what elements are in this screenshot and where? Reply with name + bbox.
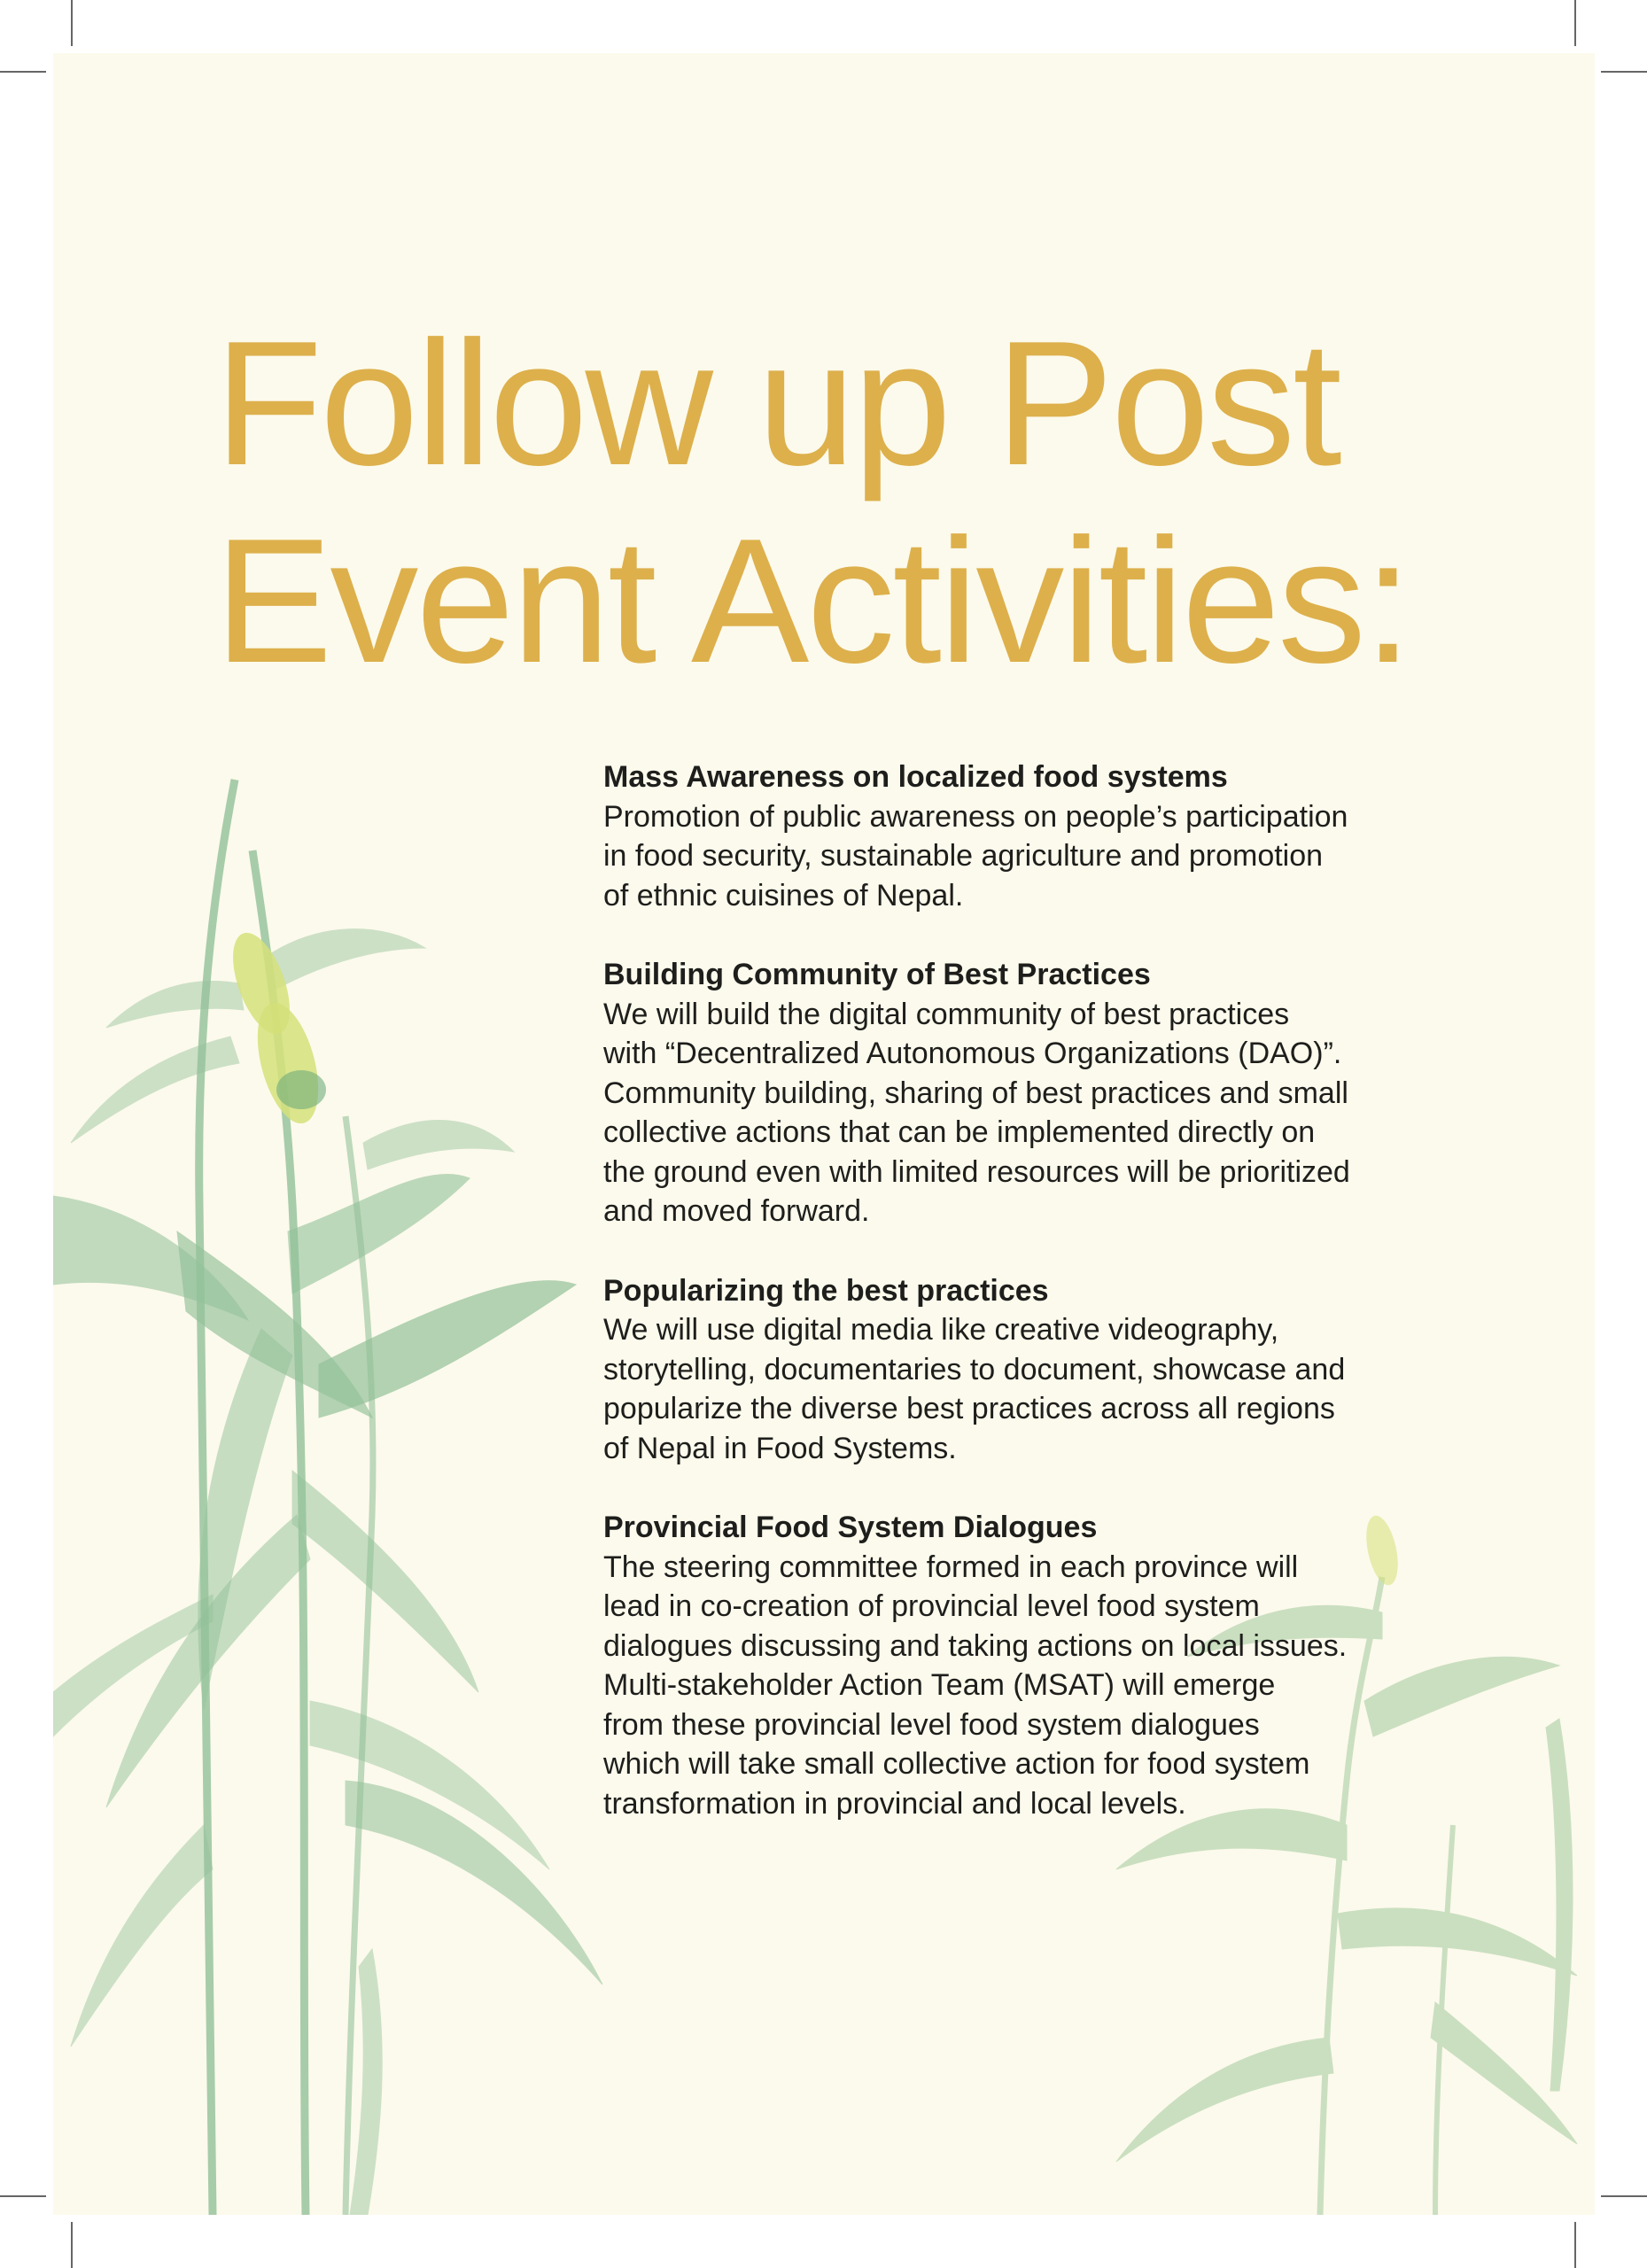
body-line: storytelling, documentaries to document, showcase and [603, 1352, 1346, 1386]
body-line: in food security, sustainable agriculture and promotion [603, 839, 1324, 873]
page-title-line: Follow up Post [214, 305, 1340, 502]
body-line: transformation in provincial and local levels. [603, 1786, 1186, 1821]
body-line: and moved forward. [603, 1194, 870, 1228]
section-body [603, 1310, 1489, 1468]
crop-mark [71, 2222, 73, 2268]
body-line: the ground even with limited resources will be prioritized [603, 1154, 1350, 1189]
body-line: which will take small collective action for food system [603, 1747, 1310, 1781]
body-line: Community building, sharing of best practices and small [603, 1076, 1348, 1110]
page-title-line: Event Activities: [214, 502, 1410, 700]
section-heading: Popularizing the best practices [603, 1273, 1049, 1308]
body-line: The steering committee formed in each province will [603, 1550, 1299, 1584]
body-line: We will use digital media like creative videography, [603, 1313, 1279, 1347]
section-provincial-dialogues [603, 1508, 1489, 1823]
section-body [603, 995, 1489, 1231]
section-heading: Provincial Food System Dialogues [603, 1511, 1098, 1544]
crop-mark [1601, 2195, 1647, 2197]
body-line: from these provincial level food system dialogues [603, 1707, 1260, 1742]
crop-mark [71, 0, 73, 46]
body-line: dialogues discussing and taking actions on local issues. [603, 1628, 1348, 1663]
crop-mark [1601, 71, 1647, 73]
body-line: of ethnic cuisines of Nepal. [603, 878, 964, 913]
section-body [603, 1548, 1489, 1824]
page-title [214, 305, 1543, 700]
crop-mark [0, 2195, 46, 2197]
body-line: Promotion of public awareness on people’s participation [603, 799, 1348, 834]
crop-mark [1574, 0, 1576, 46]
body-line: collective actions that can be implemented directly on [603, 1115, 1316, 1149]
body-line: popularize the diverse best practices across all regions [603, 1392, 1335, 1425]
section-heading: Building Community of Best Practices [603, 958, 1151, 991]
section-heading: Mass Awareness on localized food systems [603, 760, 1228, 794]
body-line: We will build the digital community of best practices [603, 997, 1290, 1031]
section-mass-awareness [603, 757, 1489, 915]
activities-list [603, 757, 1489, 1863]
section-popularizing [603, 1271, 1489, 1469]
crop-mark [0, 71, 46, 73]
crop-mark [1574, 2222, 1576, 2268]
body-line: Multi-stakeholder Action Team (MSAT) will emerge [603, 1668, 1276, 1702]
body-line: lead in co-creation of provincial level food system [603, 1589, 1260, 1623]
document-page [53, 53, 1595, 2215]
section-community-best-practices [603, 955, 1489, 1231]
section-body [603, 797, 1489, 916]
body-line: with “Decentralized Autonomous Organizations (DAO)”. [603, 1037, 1342, 1070]
body-line: of Nepal in Food Systems. [603, 1431, 957, 1465]
